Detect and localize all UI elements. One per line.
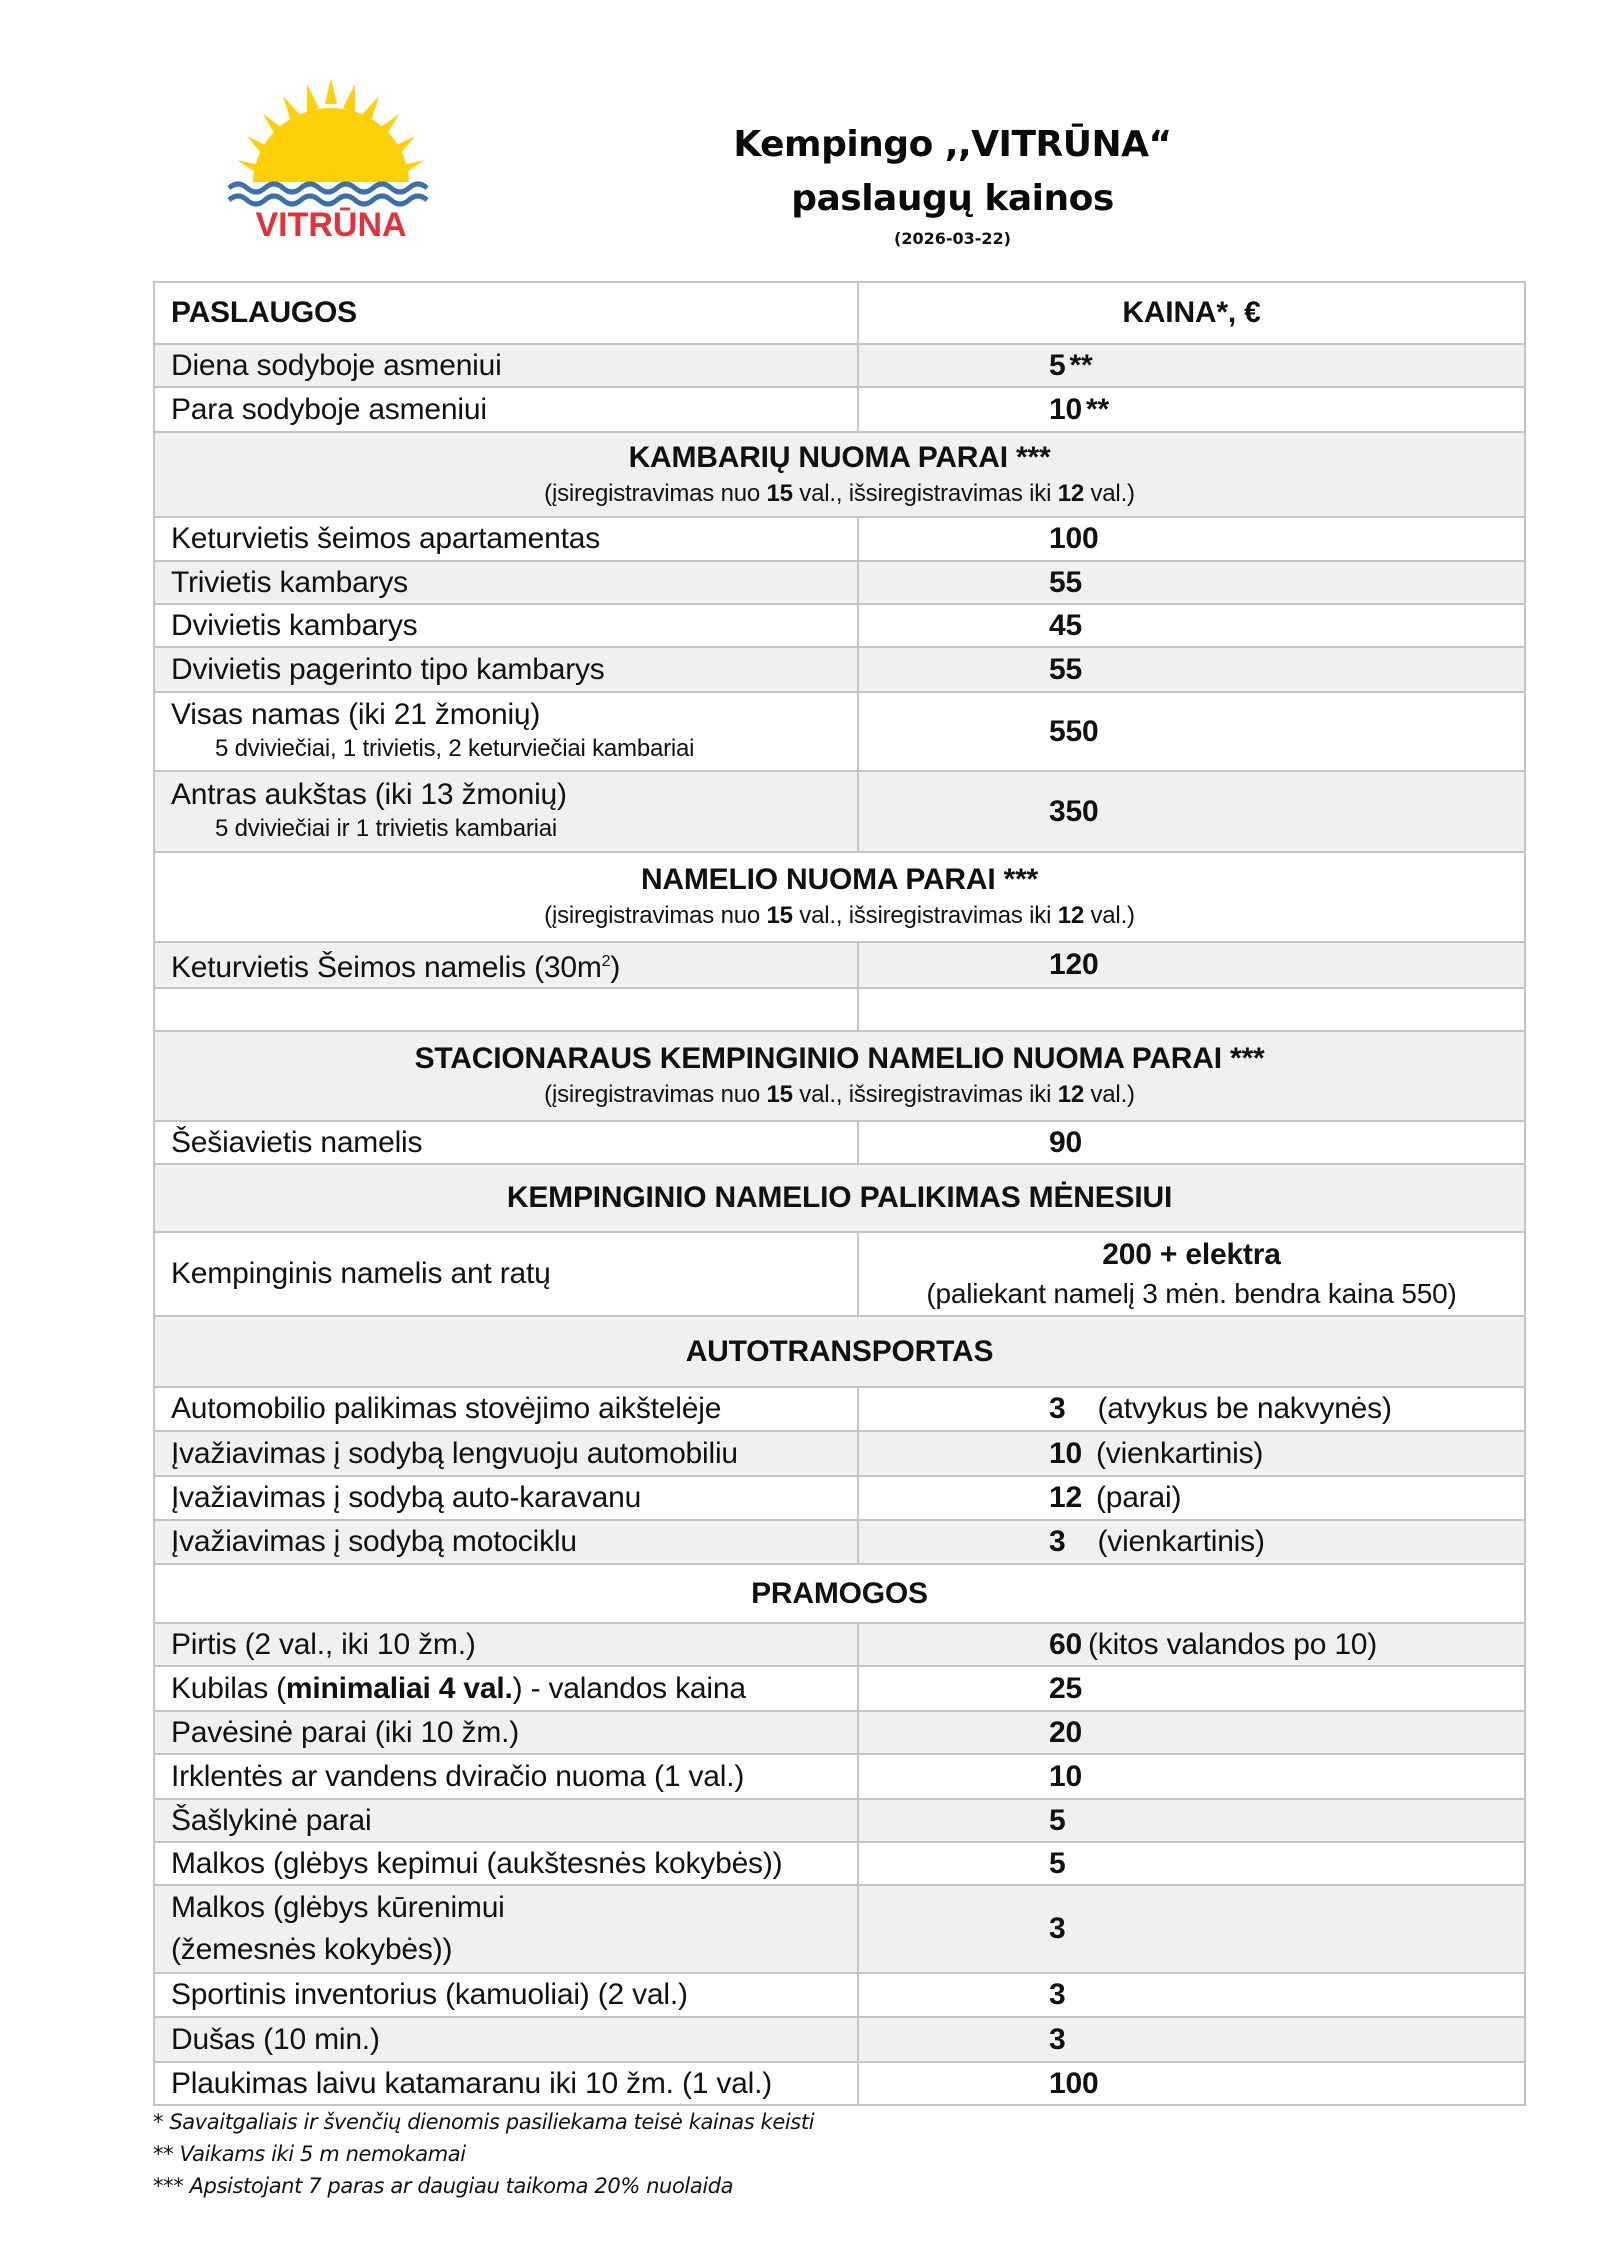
table-row <box>154 2017 1525 2062</box>
table-header-row <box>154 282 1525 344</box>
section-header-vehicles <box>154 1316 1525 1387</box>
table-row <box>154 2062 1525 2105</box>
service-name: Įvažiavimas į sodybą lengvuoju automobiliu <box>154 1431 858 1476</box>
service-name: Sportinis inventorius (kamuoliai) (2 val.) <box>154 1973 858 2017</box>
price-value: 10 ** <box>858 387 1525 432</box>
service-name: Įvažiavimas į sodybą motociklu <box>154 1520 858 1564</box>
service-name <box>154 988 858 1031</box>
price-value: 45 <box>858 604 1525 647</box>
table-row <box>154 1666 1525 1711</box>
checkin-note: (įsiregistravimas nuo 15 val., išsiregistravimas iki 12 val.) <box>544 902 1135 929</box>
service-detail: 5 dviviečiai, 1 trivietis, 2 keturviečiai kambariai <box>215 734 695 762</box>
section-header-cabin <box>154 852 1525 942</box>
service-name: Kubilas (minimaliai 4 val.) - valandos kaina <box>154 1666 858 1711</box>
column-header-price: KAINA*, € <box>858 282 1525 344</box>
price-value: 3 (vienkartinis) <box>858 1520 1525 1564</box>
price-value: 5 <box>858 1842 1525 1885</box>
logo-text: VITRŪNA <box>255 206 407 240</box>
price-value: 3 <box>858 2017 1525 2062</box>
table-row <box>154 604 1525 647</box>
section-title: STACIONARAUS KEMPINGINIO NAMELIO NUOMA PARAI *** <box>414 1042 1265 1075</box>
table-row <box>154 647 1525 692</box>
price-value: 90 <box>858 1121 1525 1164</box>
section-title: AUTOTRANSPORTAS <box>685 1334 994 1368</box>
price-value: 55 <box>858 647 1525 692</box>
section-header-stationary <box>154 1031 1525 1121</box>
empty-row <box>154 988 1525 1031</box>
table-row <box>154 561 1525 604</box>
service-name: Irklentės ar vandens dviračio nuoma (1 val.) <box>154 1754 858 1799</box>
footnote-2: ** Vaikams iki 5 m nemokamai <box>153 2142 466 2166</box>
service-name: Malkos (glėbys kūrenimui (žemesnės kokybės)) <box>154 1885 858 1973</box>
price-value: 55 <box>858 561 1525 604</box>
price-value: 60 (kitos valandos po 10) <box>858 1623 1525 1666</box>
table-row <box>154 1232 1525 1316</box>
price-table <box>153 281 1526 2106</box>
page-subtitle: paslaugų kainos <box>791 178 1114 219</box>
section-title: KAMBARIŲ NUOMA PARAI *** <box>628 440 1051 474</box>
price-value: 5 ** <box>858 344 1525 387</box>
document-header <box>700 118 1205 250</box>
table-row <box>154 1973 1525 2017</box>
price-value: 3 (atvykus be nakvynės) <box>858 1387 1525 1431</box>
price-value: 3 <box>858 1885 1525 1973</box>
price-value: 100 <box>858 517 1525 561</box>
table-row <box>154 1885 1525 1973</box>
service-name: Malkos (glėbys kepimui (aukštesnės kokybės)) <box>154 1842 858 1885</box>
table-row <box>154 942 1525 988</box>
section-title: PRAMOGOS <box>751 1576 928 1610</box>
service-name: Antras aukštas (iki 13 žmonių) <box>171 777 567 811</box>
table-row <box>154 1121 1525 1164</box>
price-value: 120 <box>858 942 1525 988</box>
table-row <box>154 771 1525 852</box>
table-row <box>154 692 1525 771</box>
footnotes <box>153 2106 1053 2202</box>
service-name: Dušas (10 min.) <box>154 2017 858 2062</box>
section-header-rooms <box>154 432 1525 517</box>
service-name: Įvažiavimas į sodybą auto-karavanu <box>154 1476 858 1520</box>
price-value <box>858 988 1525 1031</box>
price-value: 550 <box>858 692 1525 771</box>
table-row <box>154 1476 1525 1520</box>
price-value: 10 (vienkartinis) <box>858 1431 1525 1476</box>
service-name: Pavėsinė parai (iki 10 žm.) <box>154 1711 858 1754</box>
service-name: Diena sodyboje asmeniui <box>154 344 858 387</box>
table-row <box>154 517 1525 561</box>
price-value: 5 <box>858 1799 1525 1842</box>
vitruna-logo <box>225 78 437 240</box>
table-row <box>154 1842 1525 1885</box>
section-title: KEMPINGINIO NAMELIO PALIKIMAS MĖNESIUI <box>506 1181 1173 1214</box>
service-name: Automobilio palikimas stovėjimo aikštelėje <box>154 1387 858 1431</box>
table-row <box>154 1520 1525 1564</box>
checkin-note: (įsiregistravimas nuo 15 val., išsiregistravimas iki 12 val.) <box>544 479 1135 507</box>
table-row <box>154 1623 1525 1666</box>
service-name: Trivietis kambarys <box>154 561 858 604</box>
service-name: Visas namas (iki 21 žmonių) <box>171 697 541 731</box>
service-name: Kempinginis namelis ant ratų <box>154 1232 858 1316</box>
section-header-entertainment <box>154 1564 1525 1623</box>
price-value: 3 <box>858 1973 1525 2017</box>
footnote-3: *** Apsistojant 7 paras ar daugiau taikoma 20% nuolaida <box>153 2174 734 2198</box>
price-value: 350 <box>858 771 1525 852</box>
table-row <box>154 387 1525 432</box>
service-name: Keturvietis šeimos apartamentas <box>154 517 858 561</box>
price-value: 20 <box>858 1711 1525 1754</box>
service-name: Pirtis (2 val., iki 10 žm.) <box>154 1623 858 1666</box>
service-name: Dvivietis kambarys <box>154 604 858 647</box>
price-value: 200 + elektra (paliekant namelį 3 mėn. bendra kaina 550) <box>858 1232 1525 1316</box>
service-name: Keturvietis Šeimos namelis $(30m^2)$ <box>154 942 858 988</box>
service-name: Dvivietis pagerinto tipo kambarys <box>154 647 858 692</box>
table-row <box>154 1799 1525 1842</box>
price-value: 100 <box>858 2062 1525 2105</box>
price-value: 12 (parai) <box>858 1476 1525 1520</box>
table-row <box>154 1431 1525 1476</box>
table-row <box>154 1711 1525 1754</box>
checkin-note: (įsiregistravimas nuo 15 val., išsiregistravimas iki 12 val.) <box>544 1081 1135 1108</box>
price-list-date: (2026-03-22) <box>894 229 1011 248</box>
price-value: 10 <box>858 1754 1525 1799</box>
table-row <box>154 344 1525 387</box>
section-header-monthly <box>154 1164 1525 1232</box>
table-row <box>154 1387 1525 1431</box>
page-title: Kempingo ,,VITRŪNA“ <box>733 124 1172 165</box>
service-name: Plaukimas laivu katamaranu iki 10 žm. (1 val.) <box>154 2062 858 2105</box>
sun-waves-logo-icon <box>225 78 437 240</box>
column-header-service: PASLAUGOS <box>154 282 858 344</box>
service-detail: 5 dviviečiai ir 1 trivietis kambariai <box>215 814 558 842</box>
footnote-1: * Savaitgaliais ir švenčių dienomis pasiliekama teisė kainas keisti <box>153 2110 815 2134</box>
service-name: Šašlykinė parai <box>154 1799 858 1842</box>
service-name: Para sodyboje asmeniui <box>154 387 858 432</box>
price-value: 25 <box>858 1666 1525 1711</box>
section-title: NAMELIO NUOMA PARAI *** <box>640 863 1039 896</box>
table-row <box>154 1754 1525 1799</box>
service-name: Šešiavietis namelis <box>154 1121 858 1164</box>
